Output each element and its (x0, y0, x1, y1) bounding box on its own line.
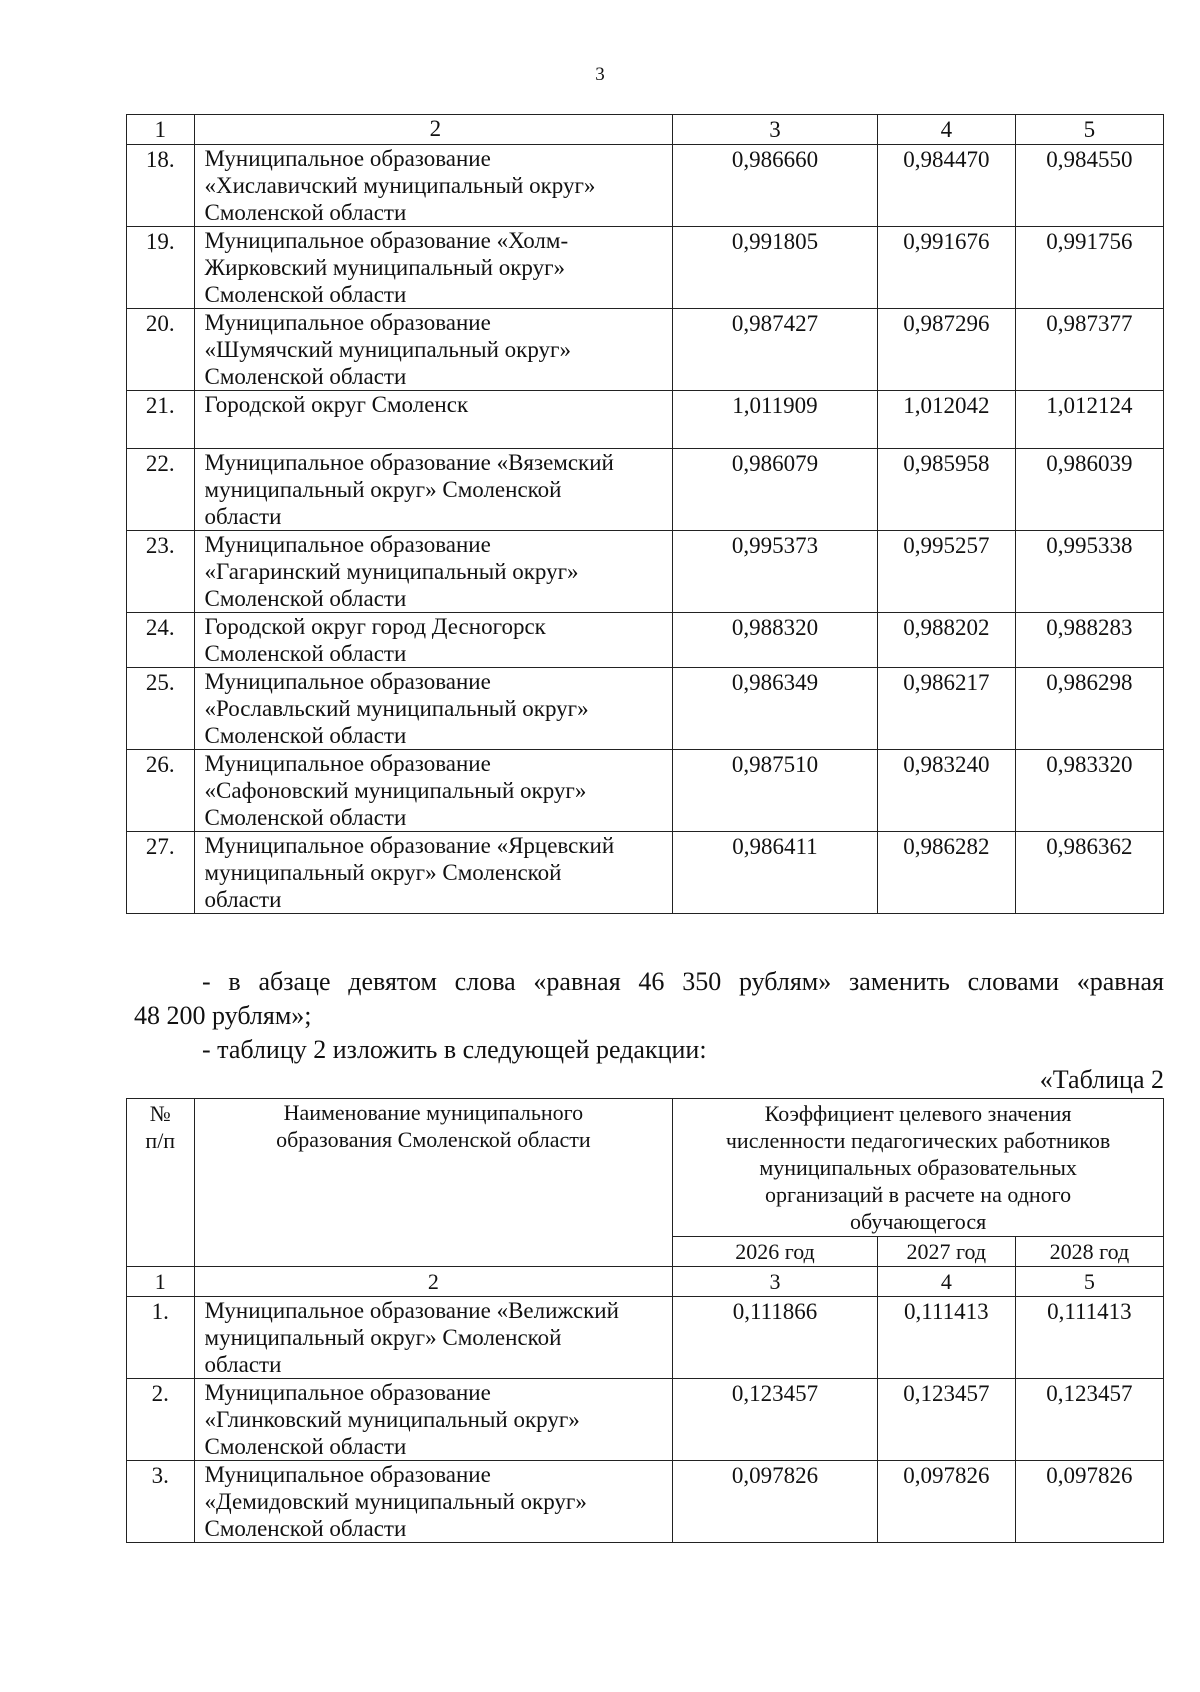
row-name: Муниципальное образование «Глинковский муниципальный округ» Смоленской области (194, 1379, 673, 1461)
row-value-3: 0,991756 (1015, 227, 1163, 309)
row-number: 19. (127, 227, 195, 309)
table-row (127, 1297, 1164, 1379)
table-row (127, 449, 1164, 531)
table-row (127, 668, 1164, 750)
table-row (127, 309, 1164, 391)
row-number: 23. (127, 531, 195, 613)
row-name: Городской округ Смоленск (194, 391, 673, 449)
row-value-2: 0,097826 (877, 1461, 1015, 1543)
row-number: 18. (127, 145, 195, 227)
row-value-3: 0,995338 (1015, 531, 1163, 613)
row-name: Муниципальное образование «Гагаринский муниципальный округ» Смоленской области (194, 531, 673, 613)
row-value-3: 0,986039 (1015, 449, 1163, 531)
table2-header-number: № п/п (127, 1099, 195, 1267)
row-value-2: 1,012042 (877, 391, 1015, 449)
table1-header-row (127, 115, 1164, 145)
amendment-paragraph-line2: 48 200 рублям»; (134, 1001, 312, 1030)
row-number: 24. (127, 613, 195, 668)
row-value-3: 0,123457 (1015, 1379, 1163, 1461)
coefficients-table-continued (126, 114, 1164, 914)
page-number: 3 (595, 64, 605, 85)
row-value-1: 0,987510 (673, 750, 878, 832)
table2-num-col5: 5 (1015, 1267, 1163, 1297)
row-name: Муниципальное образование «Шумячский муниципальный округ» Смоленской области (194, 309, 673, 391)
table2-num-col2: 2 (194, 1267, 673, 1297)
table-row (127, 1379, 1164, 1461)
table2-number-row (127, 1267, 1164, 1297)
row-number: 20. (127, 309, 195, 391)
table2-num-col1: 1 (127, 1267, 195, 1297)
row-value-2: 0,988202 (877, 613, 1015, 668)
row-number: 2. (127, 1379, 195, 1461)
teacher-ratio-table (126, 1098, 1164, 1543)
table1-header-col2: 2 (194, 115, 673, 145)
row-value-1: 0,111866 (673, 1297, 878, 1379)
table2-year-2028: 2028 год (1015, 1237, 1163, 1267)
table-row (127, 1461, 1164, 1543)
row-value-3: 0,987377 (1015, 309, 1163, 391)
table2-header-row (127, 1099, 1164, 1237)
row-value-1: 0,995373 (673, 531, 878, 613)
row-value-2: 0,991676 (877, 227, 1015, 309)
row-value-1: 1,011909 (673, 391, 878, 449)
row-value-2: 0,123457 (877, 1379, 1015, 1461)
row-name: Муниципальное образование «Демидовский муниципальный округ» Смоленской области (194, 1461, 673, 1543)
row-number: 3. (127, 1461, 195, 1543)
row-number: 1. (127, 1297, 195, 1379)
row-value-2: 0,986282 (877, 832, 1015, 914)
table2-num-col4: 4 (877, 1267, 1015, 1297)
row-value-1: 0,986660 (673, 145, 878, 227)
table-row (127, 391, 1164, 449)
table-row (127, 531, 1164, 613)
row-value-3: 0,983320 (1015, 750, 1163, 832)
row-value-2: 0,986217 (877, 668, 1015, 750)
row-number: 22. (127, 449, 195, 531)
row-value-1: 0,986349 (673, 668, 878, 750)
row-value-1: 0,986411 (673, 832, 878, 914)
row-value-3: 0,986362 (1015, 832, 1163, 914)
row-value-3: 0,111413 (1015, 1297, 1163, 1379)
row-name: Муниципальное образование «Рославльский муниципальный округ» Смоленской области (194, 668, 673, 750)
row-name: Городской округ город Десногорск Смоленской области (194, 613, 673, 668)
table1-header-col4: 4 (877, 115, 1015, 145)
row-value-2: 0,985958 (877, 449, 1015, 531)
table-row (127, 832, 1164, 914)
row-name: Муниципальное образование «Ярцевский муниципальный округ» Смоленской области (194, 832, 673, 914)
row-value-3: 0,097826 (1015, 1461, 1163, 1543)
table2-num-col3: 3 (673, 1267, 878, 1297)
table2-caption: «Таблица 2 (1039, 1065, 1164, 1094)
row-value-2: 0,984470 (877, 145, 1015, 227)
row-value-1: 0,123457 (673, 1379, 878, 1461)
table-row (127, 145, 1164, 227)
row-value-1: 0,988320 (673, 613, 878, 668)
table-row (127, 613, 1164, 668)
row-name: Муниципальное образование «Хиславичский муниципальный округ» Смоленской области (194, 145, 673, 227)
row-value-2: 0,111413 (877, 1297, 1015, 1379)
row-value-3: 0,984550 (1015, 145, 1163, 227)
row-value-2: 0,987296 (877, 309, 1015, 391)
row-number: 27. (127, 832, 195, 914)
table1-header-col1: 1 (127, 115, 195, 145)
row-value-3: 1,012124 (1015, 391, 1163, 449)
row-value-2: 0,983240 (877, 750, 1015, 832)
row-name: Муниципальное образование «Холм- Жирковский муниципальный округ» Смоленской области (194, 227, 673, 309)
table2-year-2026: 2026 год (673, 1237, 878, 1267)
amendment-paragraph-line1: - в абзаце девятом слова «равная 46 350 рублям» заменить словами «равная (202, 967, 1164, 996)
table-row (127, 750, 1164, 832)
table-row (127, 227, 1164, 309)
table2-year-2027: 2027 год (877, 1237, 1015, 1267)
row-number: 21. (127, 391, 195, 449)
row-value-3: 0,986298 (1015, 668, 1163, 750)
table1-header-col3: 3 (673, 115, 878, 145)
row-number: 26. (127, 750, 195, 832)
row-value-2: 0,995257 (877, 531, 1015, 613)
row-value-1: 0,986079 (673, 449, 878, 531)
table2-intro-paragraph: - таблицу 2 изложить в следующей редакции: (202, 1035, 707, 1064)
row-name: Муниципальное образование «Вяземский муниципальный округ» Смоленской области (194, 449, 673, 531)
table2-header-coefficient: Коэффициент целевого значения численности педагогических работников муниципальных образовательных организаций в расчете на одного обучающегося (673, 1099, 1164, 1237)
row-value-1: 0,991805 (673, 227, 878, 309)
row-value-3: 0,988283 (1015, 613, 1163, 668)
row-value-1: 0,097826 (673, 1461, 878, 1543)
row-number: 25. (127, 668, 195, 750)
table2-header-name: Наименование муниципального образования Смоленской области (194, 1099, 673, 1267)
row-name: Муниципальное образование «Велижский муниципальный округ» Смоленской области (194, 1297, 673, 1379)
row-value-1: 0,987427 (673, 309, 878, 391)
row-name: Муниципальное образование «Сафоновский муниципальный округ» Смоленской области (194, 750, 673, 832)
table1-header-col5: 5 (1015, 115, 1163, 145)
